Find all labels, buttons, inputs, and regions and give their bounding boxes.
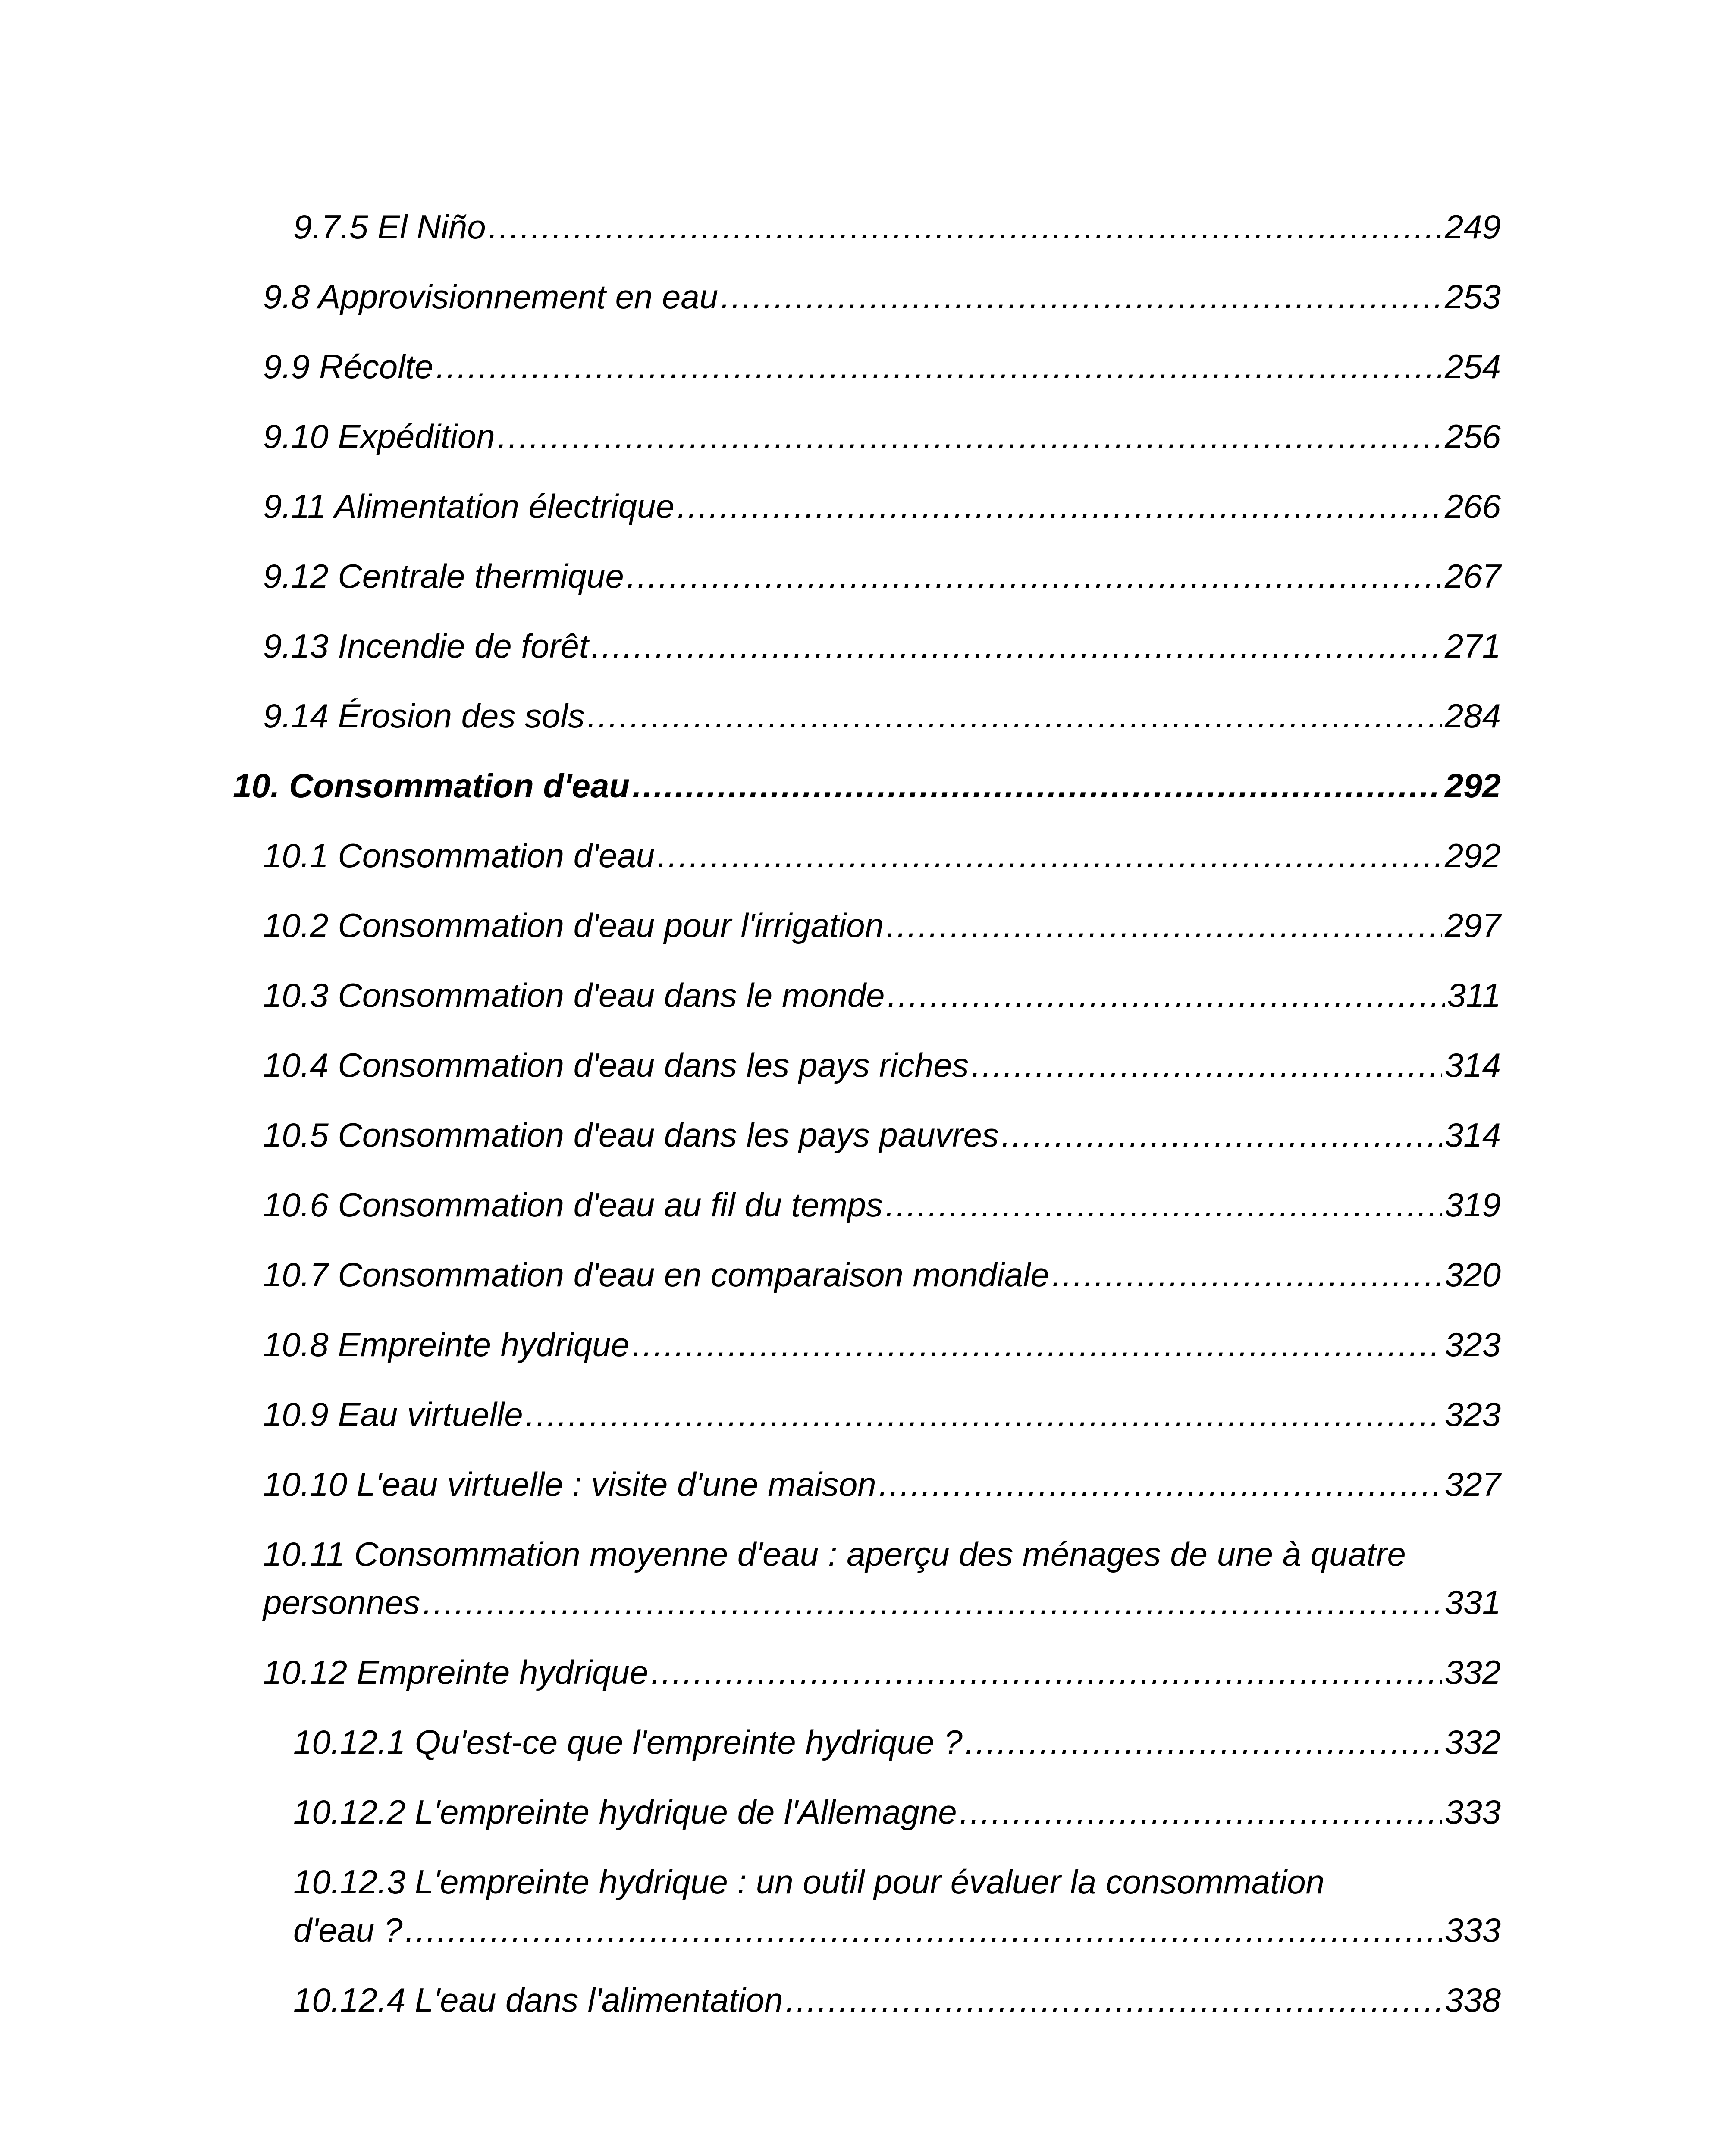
toc-page-number: 271 [1444, 627, 1501, 665]
dot-leader [971, 1041, 1442, 1089]
toc-page-number: 333 [1444, 1793, 1501, 1831]
toc-page-number: 311 [1447, 976, 1501, 1014]
toc-page-number: 327 [1444, 1465, 1501, 1503]
toc-entry-title: 10.5 Consommation d'eau dans les pays pauvres [263, 1116, 999, 1154]
toc-line [263, 901, 1501, 950]
toc-page-number: 314 [1444, 1046, 1501, 1084]
toc-entry[interactable] [233, 692, 1501, 740]
toc-entry[interactable] [233, 971, 1501, 1019]
toc-line [293, 203, 1501, 251]
toc-entry-title: 9.8 Approvisionnement en eau [263, 278, 719, 316]
toc-entry-title: 10.3 Consommation d'eau dans le monde [263, 976, 885, 1014]
dot-leader [657, 831, 1442, 880]
toc-line [263, 412, 1501, 461]
toc-page-number: 297 [1444, 906, 1501, 944]
toc-entry-title: 10.8 Empreinte hydrique [263, 1326, 630, 1363]
toc-entry[interactable] [233, 482, 1501, 530]
toc-line [263, 1250, 1501, 1299]
toc-line [263, 273, 1501, 321]
toc-page-number: 320 [1444, 1256, 1501, 1294]
toc-entry[interactable] [233, 1320, 1501, 1369]
toc-page-number: 319 [1444, 1186, 1501, 1224]
toc-chapter-entry[interactable] [233, 761, 1501, 810]
toc-entry[interactable] [233, 552, 1501, 600]
toc-entry-title-continued: personnes [263, 1583, 420, 1621]
dot-leader [960, 1788, 1442, 1836]
toc-entry[interactable] [233, 203, 1501, 251]
toc-line [263, 482, 1501, 530]
toc-line [293, 1906, 1501, 1954]
toc-entry-title: 10.4 Consommation d'eau dans les pays riches [263, 1046, 969, 1084]
dot-leader [627, 552, 1442, 600]
toc-entry-multiline[interactable] [233, 1858, 1501, 1954]
toc-entry-title: 10.7 Consommation d'eau en comparaison mondiale [263, 1256, 1049, 1294]
toc-entry-title: 9.13 Incendie de forêt [263, 627, 589, 665]
toc-entry-title: 10.1 Consommation d'eau [263, 837, 655, 874]
toc-line [263, 1320, 1501, 1369]
toc-line [263, 622, 1501, 670]
toc-line [263, 342, 1501, 391]
toc-entry[interactable] [233, 1460, 1501, 1508]
toc-entry-title: 10.12.1 Qu'est-ce que l'empreinte hydrique ? [293, 1723, 963, 1761]
toc-entry-title: 10.11 Consommation moyenne d'eau : aperçu des ménages de une à quatre [263, 1535, 1406, 1573]
toc-page-number: 332 [1444, 1723, 1501, 1761]
toc-entry-multiline[interactable] [233, 1530, 1501, 1626]
toc-entry[interactable] [233, 1181, 1501, 1229]
dot-leader [423, 1578, 1442, 1626]
toc-line [263, 552, 1501, 600]
toc-entry[interactable] [233, 901, 1501, 950]
toc-page-number: 323 [1444, 1326, 1501, 1363]
toc-entry[interactable] [233, 622, 1501, 670]
toc-page-number: 292 [1444, 837, 1501, 874]
dot-leader [885, 1181, 1442, 1229]
toc-entry[interactable] [233, 1041, 1501, 1089]
toc-page-number: 249 [1444, 208, 1501, 246]
dot-leader [1001, 1111, 1442, 1159]
dot-leader [786, 1976, 1442, 2024]
dot-leader [489, 203, 1442, 251]
dot-leader [965, 1718, 1442, 1766]
toc-line [293, 1788, 1501, 1836]
toc-entry-title: 10.12.3 L'empreinte hydrique : un outil pour évaluer la consommation [293, 1863, 1324, 1901]
toc-entry[interactable] [233, 1111, 1501, 1159]
toc-entry[interactable] [233, 1976, 1501, 2024]
toc-entry[interactable] [233, 1788, 1501, 1836]
toc-page-number: 256 [1444, 417, 1501, 455]
dot-leader [405, 1906, 1442, 1954]
toc-line [293, 1718, 1501, 1766]
toc-entry[interactable] [233, 1250, 1501, 1299]
toc-page-number: 332 [1444, 1653, 1501, 1691]
dot-leader [886, 901, 1442, 950]
toc-entry-title: 9.11 Alimentation électrique [263, 487, 675, 525]
toc-page-number: 284 [1444, 697, 1501, 735]
toc-page-number: 314 [1444, 1116, 1501, 1154]
dot-leader [651, 1648, 1442, 1696]
table-of-contents [233, 203, 1501, 2046]
toc-entry-title: 10.6 Consommation d'eau au fil du temps [263, 1186, 883, 1224]
toc-entry[interactable] [233, 412, 1501, 461]
toc-page-number: 338 [1444, 1981, 1501, 2019]
toc-entry[interactable] [233, 342, 1501, 391]
toc-page-number: 292 [1444, 767, 1501, 805]
toc-entry-title: 10.12.4 L'eau dans l'alimentation [293, 1981, 783, 2019]
toc-page-number: 323 [1444, 1395, 1501, 1433]
toc-page-number: 253 [1444, 278, 1501, 316]
toc-line [263, 1390, 1501, 1438]
toc-entry[interactable] [233, 1648, 1501, 1696]
dot-leader [526, 1390, 1442, 1438]
toc-line [263, 1648, 1501, 1696]
toc-line [263, 1460, 1501, 1508]
toc-entry-title: 9.14 Érosion des sols [263, 697, 585, 735]
toc-entry-title: 10.2 Consommation d'eau pour l'irrigation [263, 906, 884, 944]
dot-leader [677, 482, 1442, 530]
dot-leader [879, 1460, 1442, 1508]
toc-line [263, 1041, 1501, 1089]
toc-page-number: 254 [1444, 348, 1501, 385]
dot-leader [498, 412, 1442, 461]
toc-line [263, 831, 1501, 880]
toc-page-number: 333 [1444, 1911, 1501, 1949]
dot-leader [632, 761, 1442, 810]
dot-leader [591, 622, 1442, 670]
toc-entry-title: 9.12 Centrale thermique [263, 557, 624, 595]
toc-entry-title: 9.9 Récolte [263, 348, 433, 385]
toc-entry-title: 10.12.2 L'empreinte hydrique de l'Allemagne [293, 1793, 957, 1831]
dot-leader [721, 273, 1442, 321]
dot-leader [587, 692, 1442, 740]
toc-line [263, 692, 1501, 740]
toc-chapter-title: 10. Consommation d'eau [233, 767, 630, 805]
toc-line [263, 971, 1501, 1019]
toc-entry-title: 10.12 Empreinte hydrique [263, 1653, 649, 1691]
toc-entry-title: 9.10 Expédition [263, 417, 495, 455]
dot-leader [887, 971, 1444, 1019]
toc-entry[interactable] [233, 1390, 1501, 1438]
toc-entry[interactable] [233, 1718, 1501, 1766]
toc-entry-title: 9.7.5 El Niño [293, 208, 486, 246]
toc-line [293, 1976, 1501, 2024]
toc-entry-title: 10.9 Eau virtuelle [263, 1395, 523, 1433]
toc-page-number: 331 [1444, 1583, 1501, 1621]
toc-entry[interactable] [233, 831, 1501, 880]
toc-line [263, 1181, 1501, 1229]
toc-entry[interactable] [233, 273, 1501, 321]
dot-leader [632, 1320, 1442, 1369]
toc-entry-title-continued: d'eau ? [293, 1911, 403, 1949]
toc-line [263, 1578, 1501, 1626]
toc-line [233, 761, 1501, 810]
toc-entry-title: 10.10 L'eau virtuelle : visite d'une maison [263, 1465, 876, 1503]
dot-leader [436, 342, 1442, 391]
toc-line [263, 1111, 1501, 1159]
toc-page-number: 266 [1444, 487, 1501, 525]
dot-leader [1052, 1250, 1442, 1299]
toc-page-number: 267 [1444, 557, 1501, 595]
